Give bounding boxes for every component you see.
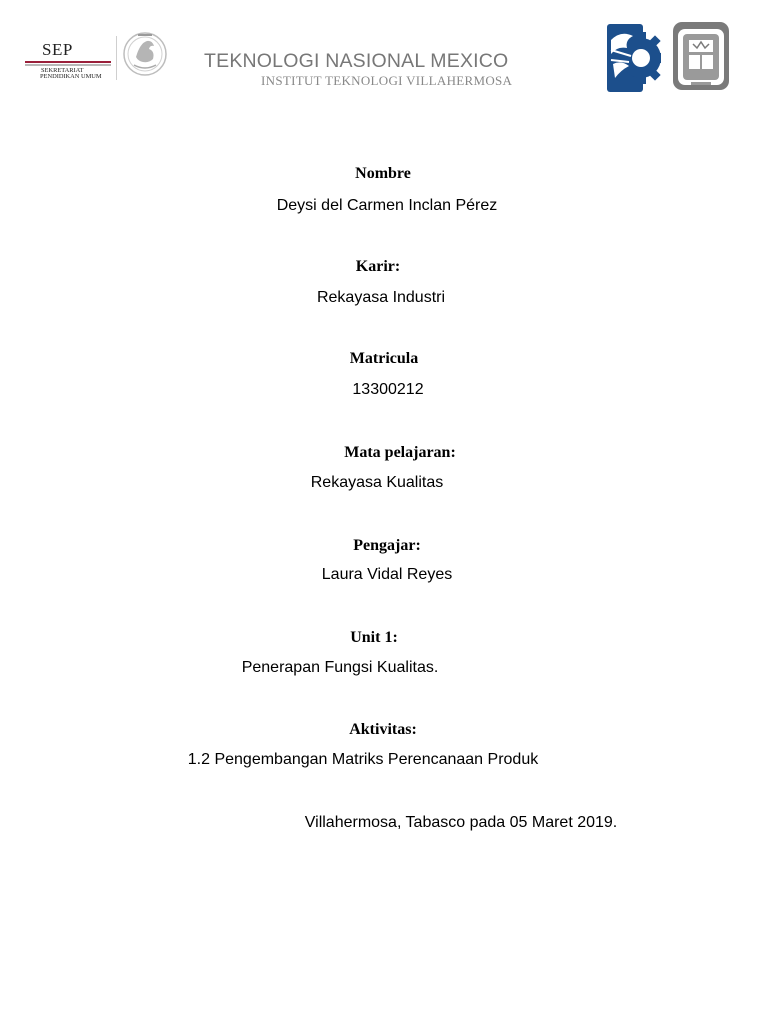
sep-logo (22, 36, 114, 80)
mexican-eagle-seal-icon (122, 27, 168, 79)
header-divider (116, 36, 117, 80)
itvh-shield-seal (671, 20, 731, 92)
value-pengajar: Laura Vidal Reyes (321, 566, 453, 583)
value-karir: Rekayasa Industri (316, 289, 446, 306)
institution-title: TEKNOLOGI NASIONAL MEXICO (204, 50, 509, 72)
label-aktivitas: Aktivitas: (349, 721, 417, 738)
label-nombre: Nombre (355, 165, 411, 182)
value-nombre: Deysi del Carmen Inclan Pérez (276, 197, 498, 214)
tecnm-gear-eagle-logo (603, 20, 661, 96)
sep-logo-stripe-red (25, 61, 111, 63)
label-unit: Unit 1: (350, 629, 398, 646)
sep-logo-subline-2: PENDIDIKAN UMUM (40, 73, 102, 80)
value-mata-pelajaran: Rekayasa Kualitas (310, 474, 444, 491)
institution-subtitle: INSTITUT TEKNOLOGI VILLAHERMOSA (261, 73, 513, 88)
sep-logo-word: SEP (42, 40, 73, 59)
value-matricula: 13300212 (352, 381, 424, 398)
place-date: Villahermosa, Tabasco pada 05 Maret 2019. (304, 814, 618, 831)
value-aktivitas: 1.2 Pengembangan Matriks Perencanaan Produk (187, 751, 539, 768)
label-mata-pelajaran: Mata pelajaran: (344, 444, 456, 461)
value-unit: Penerapan Fungsi Kualitas. (241, 659, 439, 676)
label-pengajar: Pengajar: (353, 537, 421, 554)
sep-logo-stripe-gray (25, 64, 111, 66)
label-karir: Karir: (355, 258, 401, 275)
sep-logo-subline-1: SEKRETARIAT (41, 67, 84, 74)
label-matricula: Matricula (349, 350, 419, 367)
